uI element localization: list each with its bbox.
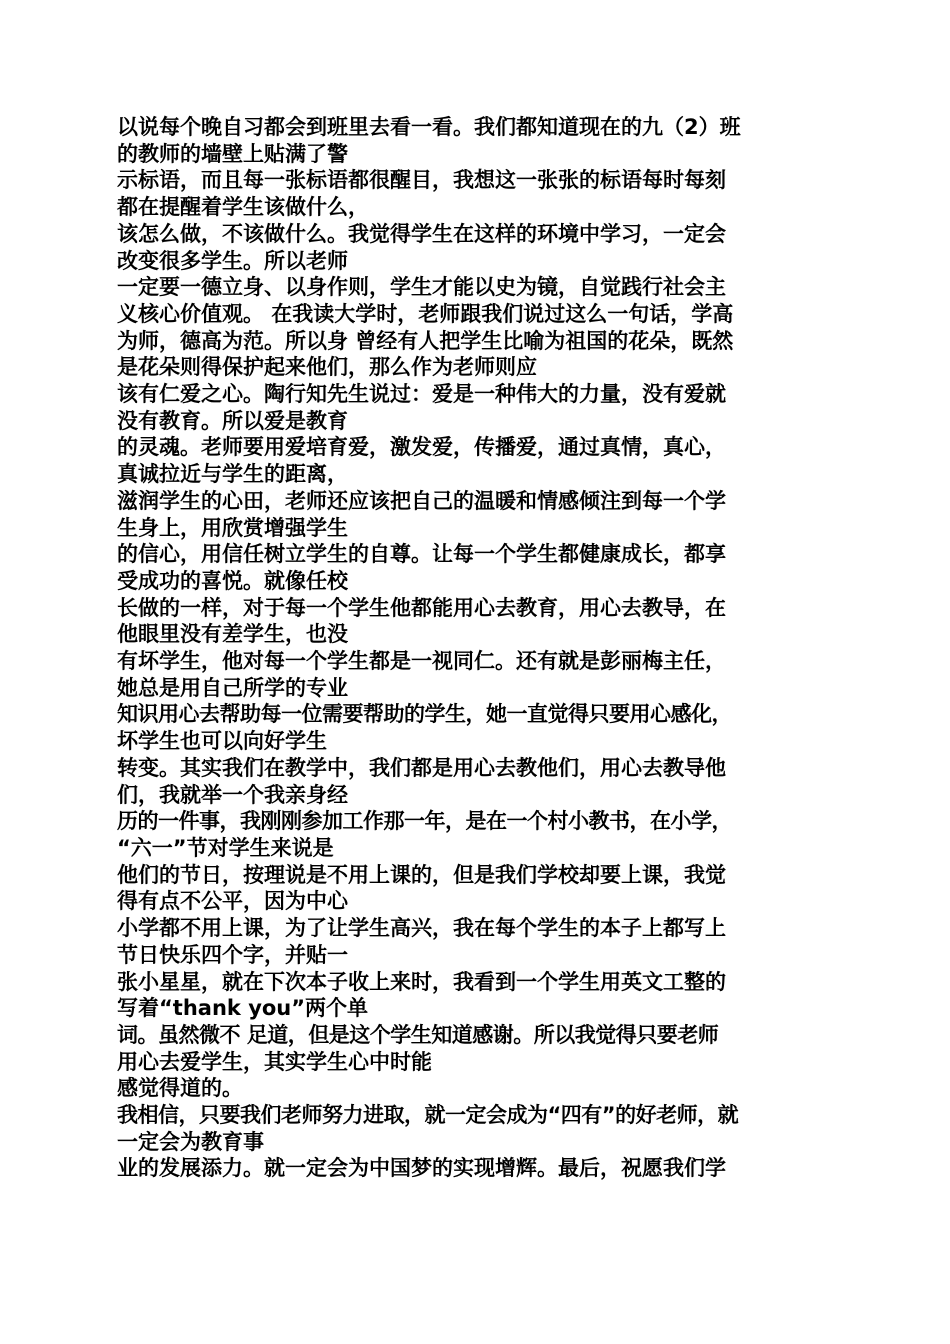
text-line: 真诚拉近与学生的距离， — [117, 462, 348, 487]
text-line: 生身上，用欣赏增强学生 — [117, 515, 348, 540]
text-line: 词。虽然微不 足道，但是这个学生知道感谢。所以我觉得只要老师 — [117, 1022, 719, 1047]
text-line: 节日快乐四个字，并贴一 — [117, 942, 348, 967]
text-line: 历的一件事，我刚刚参加工作那一年，是在一个村小教书，在小学， — [117, 809, 732, 834]
text-line: “六一”节对学生来说是 — [117, 835, 334, 860]
text-line: 义核心价值观。 在我读大学时，老师跟我们说过这么一句话，学高 — [117, 301, 734, 326]
text-line: 都在提醒着学生该做什么， — [117, 195, 369, 220]
text-line: 写着“thank you”两个单 — [117, 996, 369, 1021]
text-line: 为师，德高为范。所以身 曾经有人把学生比喻为祖国的花朵，既然 — [117, 328, 734, 353]
text-line: 没有教育。所以爱是教育 — [117, 408, 348, 433]
text-line: 的信心，用信任树立学生的自尊。让每一个学生都健康成长，都享 — [117, 542, 726, 567]
text-line: 知识用心去帮助每一位需要帮助的学生，她一直觉得只要用心感化， — [117, 702, 732, 727]
text-line: 小学都不用上课，为了让学生高兴，我在每个学生的本子上都写上 — [117, 916, 726, 941]
text-line: 示标语，而且每一张标语都很醒目，我想这一张张的标语每时每刻 — [117, 168, 726, 193]
text-line: 改变很多学生。所以老师 — [117, 248, 348, 273]
body-text — [117, 114, 837, 1182]
text-line: 张小星星，就在下次本子收上来时，我看到一个学生用英文工整的 — [117, 969, 726, 994]
text-line: 们，我就举一个我亲身经 — [117, 782, 348, 807]
text-line: 坏学生也可以向好学生 — [117, 729, 327, 754]
text-line: 有坏学生，他对每一个学生都是一视同仁。还有就是彭丽梅主任， — [117, 649, 726, 674]
text-line: 得有点不公平，因为中心 — [117, 889, 348, 914]
text-line: 她总是用自己所学的专业 — [117, 675, 348, 700]
text-line: 的灵魂。老师要用爱培育爱，激发爱，传播爱，通过真情，真心， — [117, 435, 726, 460]
text-line: 该有仁爱之心。陶行知先生说过：爱是一种伟大的力量，没有爱就 — [117, 382, 726, 407]
text-line: 用心去爱学生，其实学生心中时能 — [117, 1049, 432, 1074]
text-line: 感觉得道的。 — [117, 1076, 243, 1101]
text-line: 该怎么做，不该做什么。我觉得学生在这样的环境中学习，一定会 — [117, 221, 726, 246]
text-line: 长做的一样，对于每一个学生他都能用心去教育，用心去教导，在 — [117, 595, 726, 620]
text-line: 的教师的墙壁上贴满了警 — [117, 141, 348, 166]
text-line: 以说每个晚自习都会到班里去看一看。我们都知道现在的九（2）班 — [117, 115, 741, 139]
text-line: 业的发展添力。就一定会为中国梦的实现增辉。最后，祝愿我们学 — [117, 1156, 726, 1181]
text-line: 一定会为教育事 — [117, 1129, 264, 1154]
text-line: 是花朵则得保护起来他们，那么作为老师则应 — [117, 355, 537, 380]
text-line: 滋润学生的心田，老师还应该把自己的温暖和情感倾注到每一个学 — [117, 488, 726, 513]
text-line: 他眼里没有差学生，也没 — [117, 622, 348, 647]
text-line: 一定要一德立身、以身作则，学生才能以史为镜，自觉践行社会主 — [117, 275, 726, 300]
text-line: 他们的节日，按理说是不用上课的，但是我们学校却要上课，我觉 — [117, 862, 726, 887]
text-line: 转变。其实我们在教学中，我们都是用心去教他们，用心去教导他 — [117, 755, 726, 780]
text-line: 我相信，只要我们老师努力进取，就一定会成为“四有”的好老师，就 — [117, 1103, 739, 1128]
text-line: 受成功的喜悦。就像任校 — [117, 568, 348, 593]
